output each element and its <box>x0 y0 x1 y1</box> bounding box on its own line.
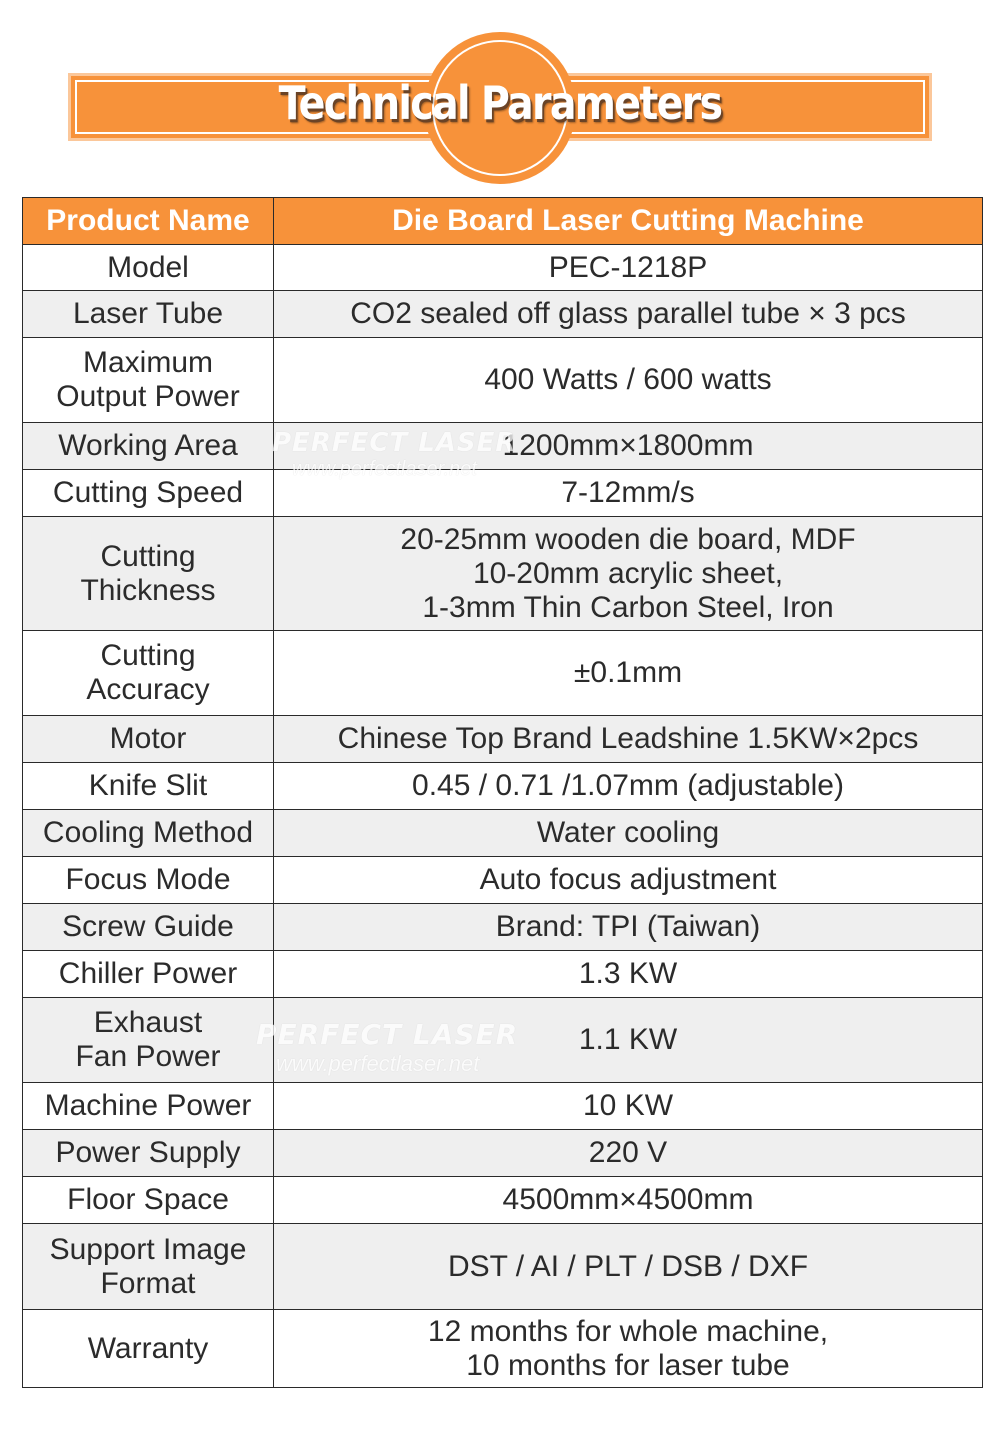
table-row <box>23 291 983 338</box>
row-value: DST / AI / PLT / DSB / DXF <box>274 1224 983 1310</box>
row-label: Cutting Thickness <box>23 517 274 631</box>
row-label: Cutting Accuracy <box>23 631 274 716</box>
table-row <box>23 716 983 763</box>
table-row <box>23 1083 983 1130</box>
row-label: Machine Power <box>23 1083 274 1130</box>
table-row <box>23 857 983 904</box>
row-value: CO2 sealed off glass parallel tube × 3 pcs <box>274 291 983 338</box>
table-row <box>23 470 983 517</box>
watermark-url: www.perfectlaser.net <box>292 458 477 480</box>
header-label: Product Name <box>23 198 274 245</box>
table-row <box>23 998 983 1083</box>
row-label: Knife Slit <box>23 763 274 810</box>
table-row <box>23 810 983 857</box>
table-row <box>23 904 983 951</box>
title-banner <box>0 0 1000 190</box>
watermark-url: www.perfectlaser.net <box>276 1051 480 1076</box>
table-row <box>23 951 983 998</box>
row-label: Model <box>23 245 274 291</box>
row-label: Floor Space <box>23 1177 274 1224</box>
table-row <box>23 1224 983 1310</box>
row-value: 1.3 KW <box>274 951 983 998</box>
row-value: 12 months for whole machine, 10 months for laser tube <box>274 1310 983 1388</box>
row-value: 7-12mm/s <box>274 470 983 517</box>
row-value: Water cooling <box>274 810 983 857</box>
page-title: Technical Parameters <box>278 76 722 130</box>
table-row <box>23 631 983 716</box>
table-row <box>23 763 983 810</box>
row-label: Power Supply <box>23 1130 274 1177</box>
row-label: Warranty <box>23 1310 274 1388</box>
row-value: ±0.1mm <box>274 631 983 716</box>
row-value: 4500mm×4500mm <box>274 1177 983 1224</box>
row-value: 20-25mm wooden die board, MDF 10-20mm acrylic sheet, 1-3mm Thin Carbon Steel, Iron <box>274 517 983 631</box>
row-label: Working Area <box>23 423 274 470</box>
table-row <box>23 1310 983 1388</box>
header-value: Die Board Laser Cutting Machine <box>274 198 983 245</box>
table-row <box>23 245 983 291</box>
row-label: Chiller Power <box>23 951 274 998</box>
watermark-brand: PERFECT LASER <box>272 428 517 458</box>
table-row <box>23 423 983 470</box>
row-value: PEC-1218P <box>274 245 983 291</box>
table-row <box>23 517 983 631</box>
row-value: 220 V <box>274 1130 983 1177</box>
row-value: 1.1 KW <box>274 998 983 1083</box>
row-label: Motor <box>23 716 274 763</box>
row-label: Cutting Speed <box>23 470 274 517</box>
row-label: Exhaust Fan Power <box>23 998 274 1083</box>
row-value: 400 Watts / 600 watts <box>274 338 983 423</box>
row-value: Auto focus adjustment <box>274 857 983 904</box>
row-label: Maximum Output Power <box>23 338 274 423</box>
row-label: Laser Tube <box>23 291 274 338</box>
row-value: 0.45 / 0.71 /1.07mm (adjustable) <box>274 763 983 810</box>
table-row <box>23 338 983 423</box>
row-label: Cooling Method <box>23 810 274 857</box>
spec-table <box>22 197 983 1388</box>
watermark-brand: PERFECT LASER <box>256 1018 519 1051</box>
row-label: Screw Guide <box>23 904 274 951</box>
row-value: Chinese Top Brand Leadshine 1.5KW×2pcs <box>274 716 983 763</box>
row-value: 10 KW <box>274 1083 983 1130</box>
table-row <box>23 1177 983 1224</box>
row-value: Brand: TPI (Taiwan) <box>274 904 983 951</box>
row-label: Support Image Format <box>23 1224 274 1310</box>
row-value: 1200mm×1800mm <box>274 423 983 470</box>
table-header-row <box>23 198 983 245</box>
row-label: Focus Mode <box>23 857 274 904</box>
table-row <box>23 1130 983 1177</box>
